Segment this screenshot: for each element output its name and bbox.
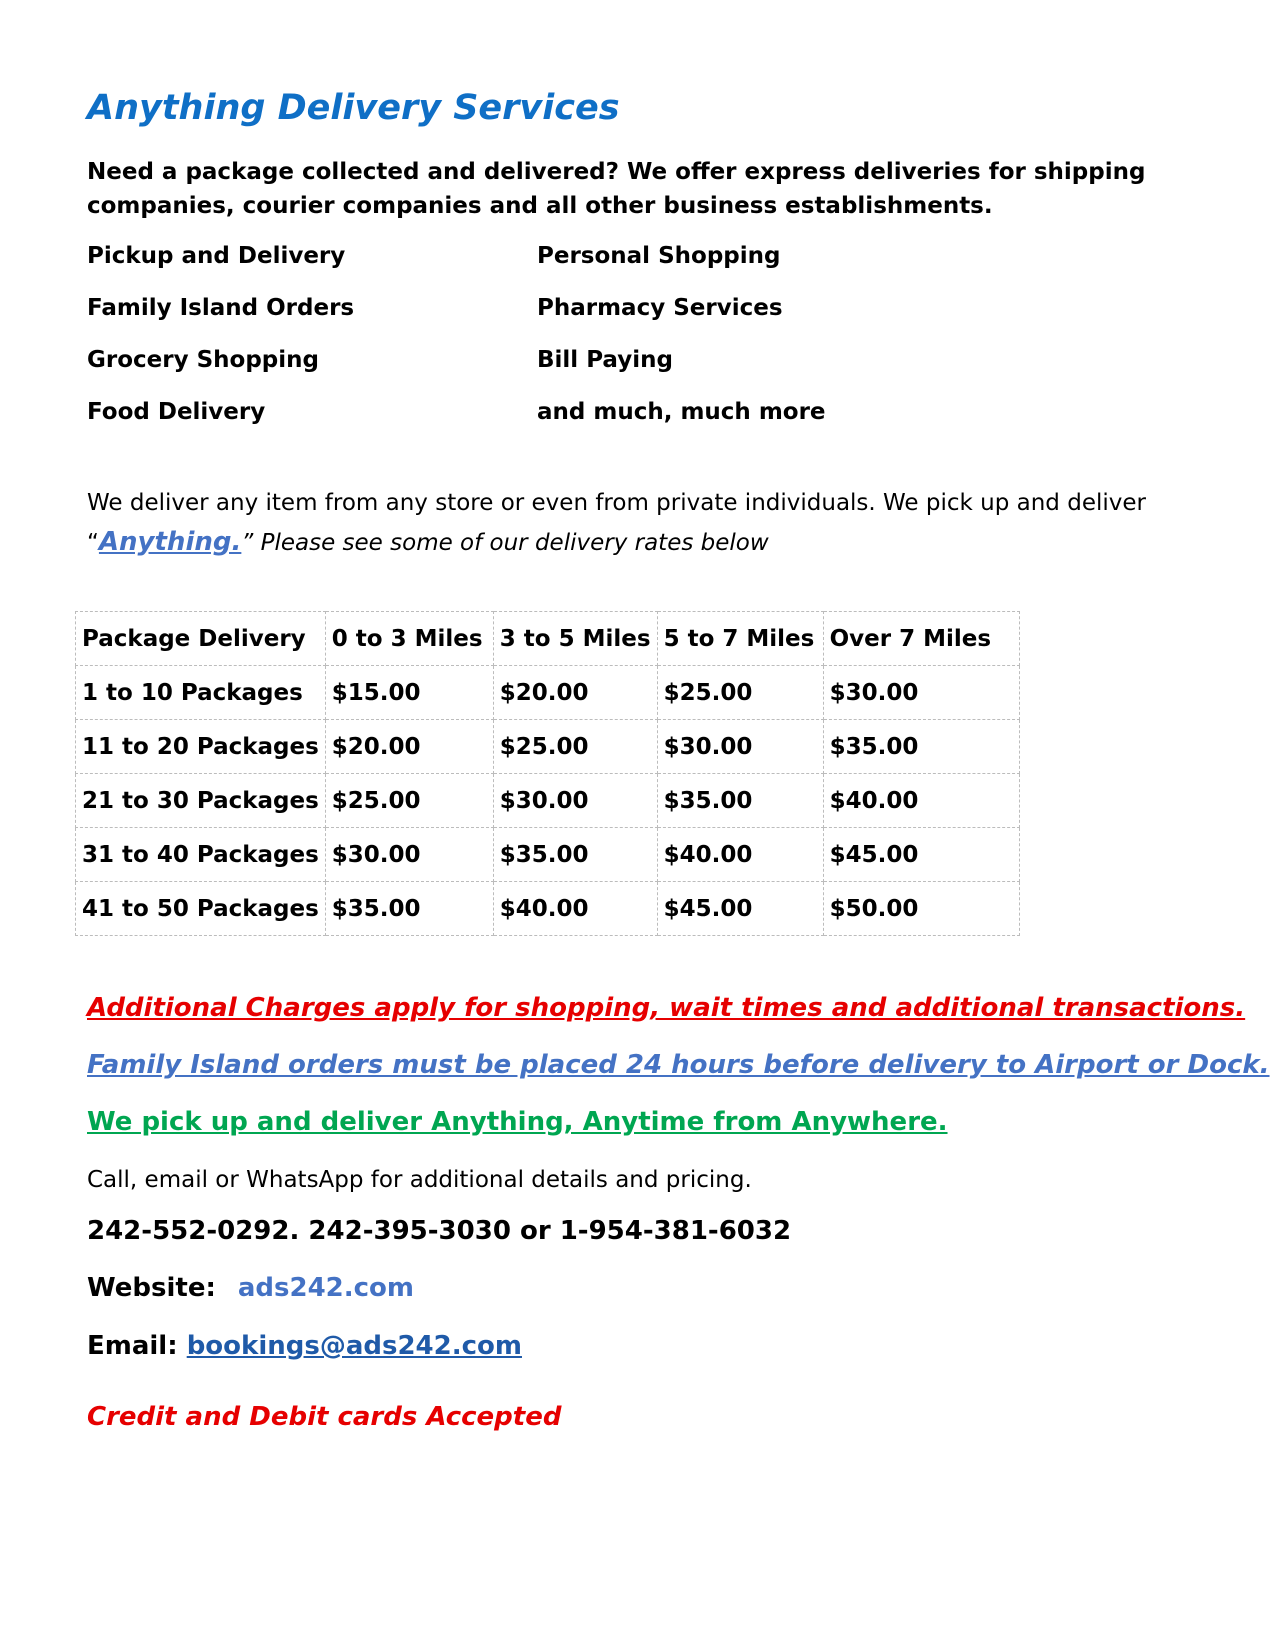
additional-charges-notice: Additional Charges apply for shopping, wait times and additional transactions.	[87, 993, 1246, 1023]
table-row	[76, 774, 1020, 828]
table-cell: $25.00	[657, 666, 823, 720]
table-cell: $20.00	[493, 666, 657, 720]
table-cell: $20.00	[325, 720, 493, 774]
table-row	[76, 720, 1020, 774]
table-row	[76, 666, 1020, 720]
table-cell: $30.00	[657, 720, 823, 774]
cards-accepted-notice: Credit and Debit cards Accepted	[87, 1402, 562, 1432]
intro-text: Need a package collected and delivered? We offer express deliveries for shipping companies, courier companies and all other business establishments.	[87, 159, 1146, 219]
table-cell: $35.00	[325, 882, 493, 936]
table-cell: $40.00	[493, 882, 657, 936]
phone-numbers: 242-552-0292. 242-395-3030 or 1-954-381-6032	[87, 1216, 792, 1246]
anything-anytime-notice: We pick up and deliver Anything, Anytime from Anywhere.	[87, 1107, 948, 1137]
table-header-cell: 5 to 7 Miles	[657, 612, 823, 666]
close-quote: ”	[241, 530, 254, 556]
website-label: Website:	[87, 1273, 216, 1303]
table-cell: $25.00	[325, 774, 493, 828]
table-cell: $30.00	[823, 666, 1019, 720]
service-grocery-shopping: Grocery Shopping	[87, 347, 319, 373]
delivery-rates-table	[75, 611, 1020, 936]
table-cell: $30.00	[493, 774, 657, 828]
email-line	[87, 1331, 522, 1361]
service-bill-paying: Bill Paying	[537, 347, 673, 373]
table-cell: $25.00	[493, 720, 657, 774]
table-cell: 11 to 20 Packages	[76, 720, 326, 774]
table-cell: $35.00	[657, 774, 823, 828]
table-cell: 31 to 40 Packages	[76, 828, 326, 882]
table-cell: 21 to 30 Packages	[76, 774, 326, 828]
website-link[interactable]: ads242.com	[237, 1273, 415, 1303]
table-cell: $45.00	[823, 828, 1019, 882]
contact-note: Call, email or WhatsApp for additional details and pricing.	[87, 1167, 752, 1193]
delivery-paragraph	[87, 484, 1207, 563]
table-cell: $35.00	[493, 828, 657, 882]
table-header-cell: Package Delivery	[76, 612, 326, 666]
anything-link[interactable]: Anything.	[98, 527, 242, 557]
service-pharmacy: Pharmacy Services	[537, 295, 783, 321]
service-much-more: and much, much more	[537, 399, 826, 425]
table-cell: $45.00	[657, 882, 823, 936]
table-header-row	[76, 612, 1020, 666]
table-row	[76, 882, 1020, 936]
website-line	[87, 1273, 414, 1303]
service-food-delivery: Food Delivery	[87, 399, 266, 425]
page-title: Anything Delivery Services	[87, 88, 620, 128]
table-header-cell: 3 to 5 Miles	[493, 612, 657, 666]
table-row	[76, 828, 1020, 882]
paragraph-text: We deliver any item from any store or even from private individuals. We pick up and deliver	[87, 490, 1146, 516]
table-cell: $40.00	[823, 774, 1019, 828]
service-pickup-delivery: Pickup and Delivery	[87, 243, 346, 269]
table-cell: $15.00	[325, 666, 493, 720]
table-cell: 1 to 10 Packages	[76, 666, 326, 720]
service-personal-shopping: Personal Shopping	[537, 243, 781, 269]
table-header-cell: 0 to 3 Miles	[325, 612, 493, 666]
email-link[interactable]: bookings@ads242.com	[186, 1331, 522, 1361]
table-cell: $30.00	[325, 828, 493, 882]
email-label: Email:	[87, 1331, 178, 1361]
service-family-island-orders: Family Island Orders	[87, 295, 355, 321]
table-cell: 41 to 50 Packages	[76, 882, 326, 936]
table-cell: $40.00	[657, 828, 823, 882]
rates-note: Please see some of our delivery rates below	[253, 530, 769, 556]
open-quote: “	[87, 530, 99, 556]
family-island-notice: Family Island orders must be placed 24 hours before delivery to Airport or Dock.	[87, 1050, 1270, 1080]
table-header-cell: Over 7 Miles	[823, 612, 1019, 666]
table-cell: $35.00	[823, 720, 1019, 774]
table-cell: $50.00	[823, 882, 1019, 936]
